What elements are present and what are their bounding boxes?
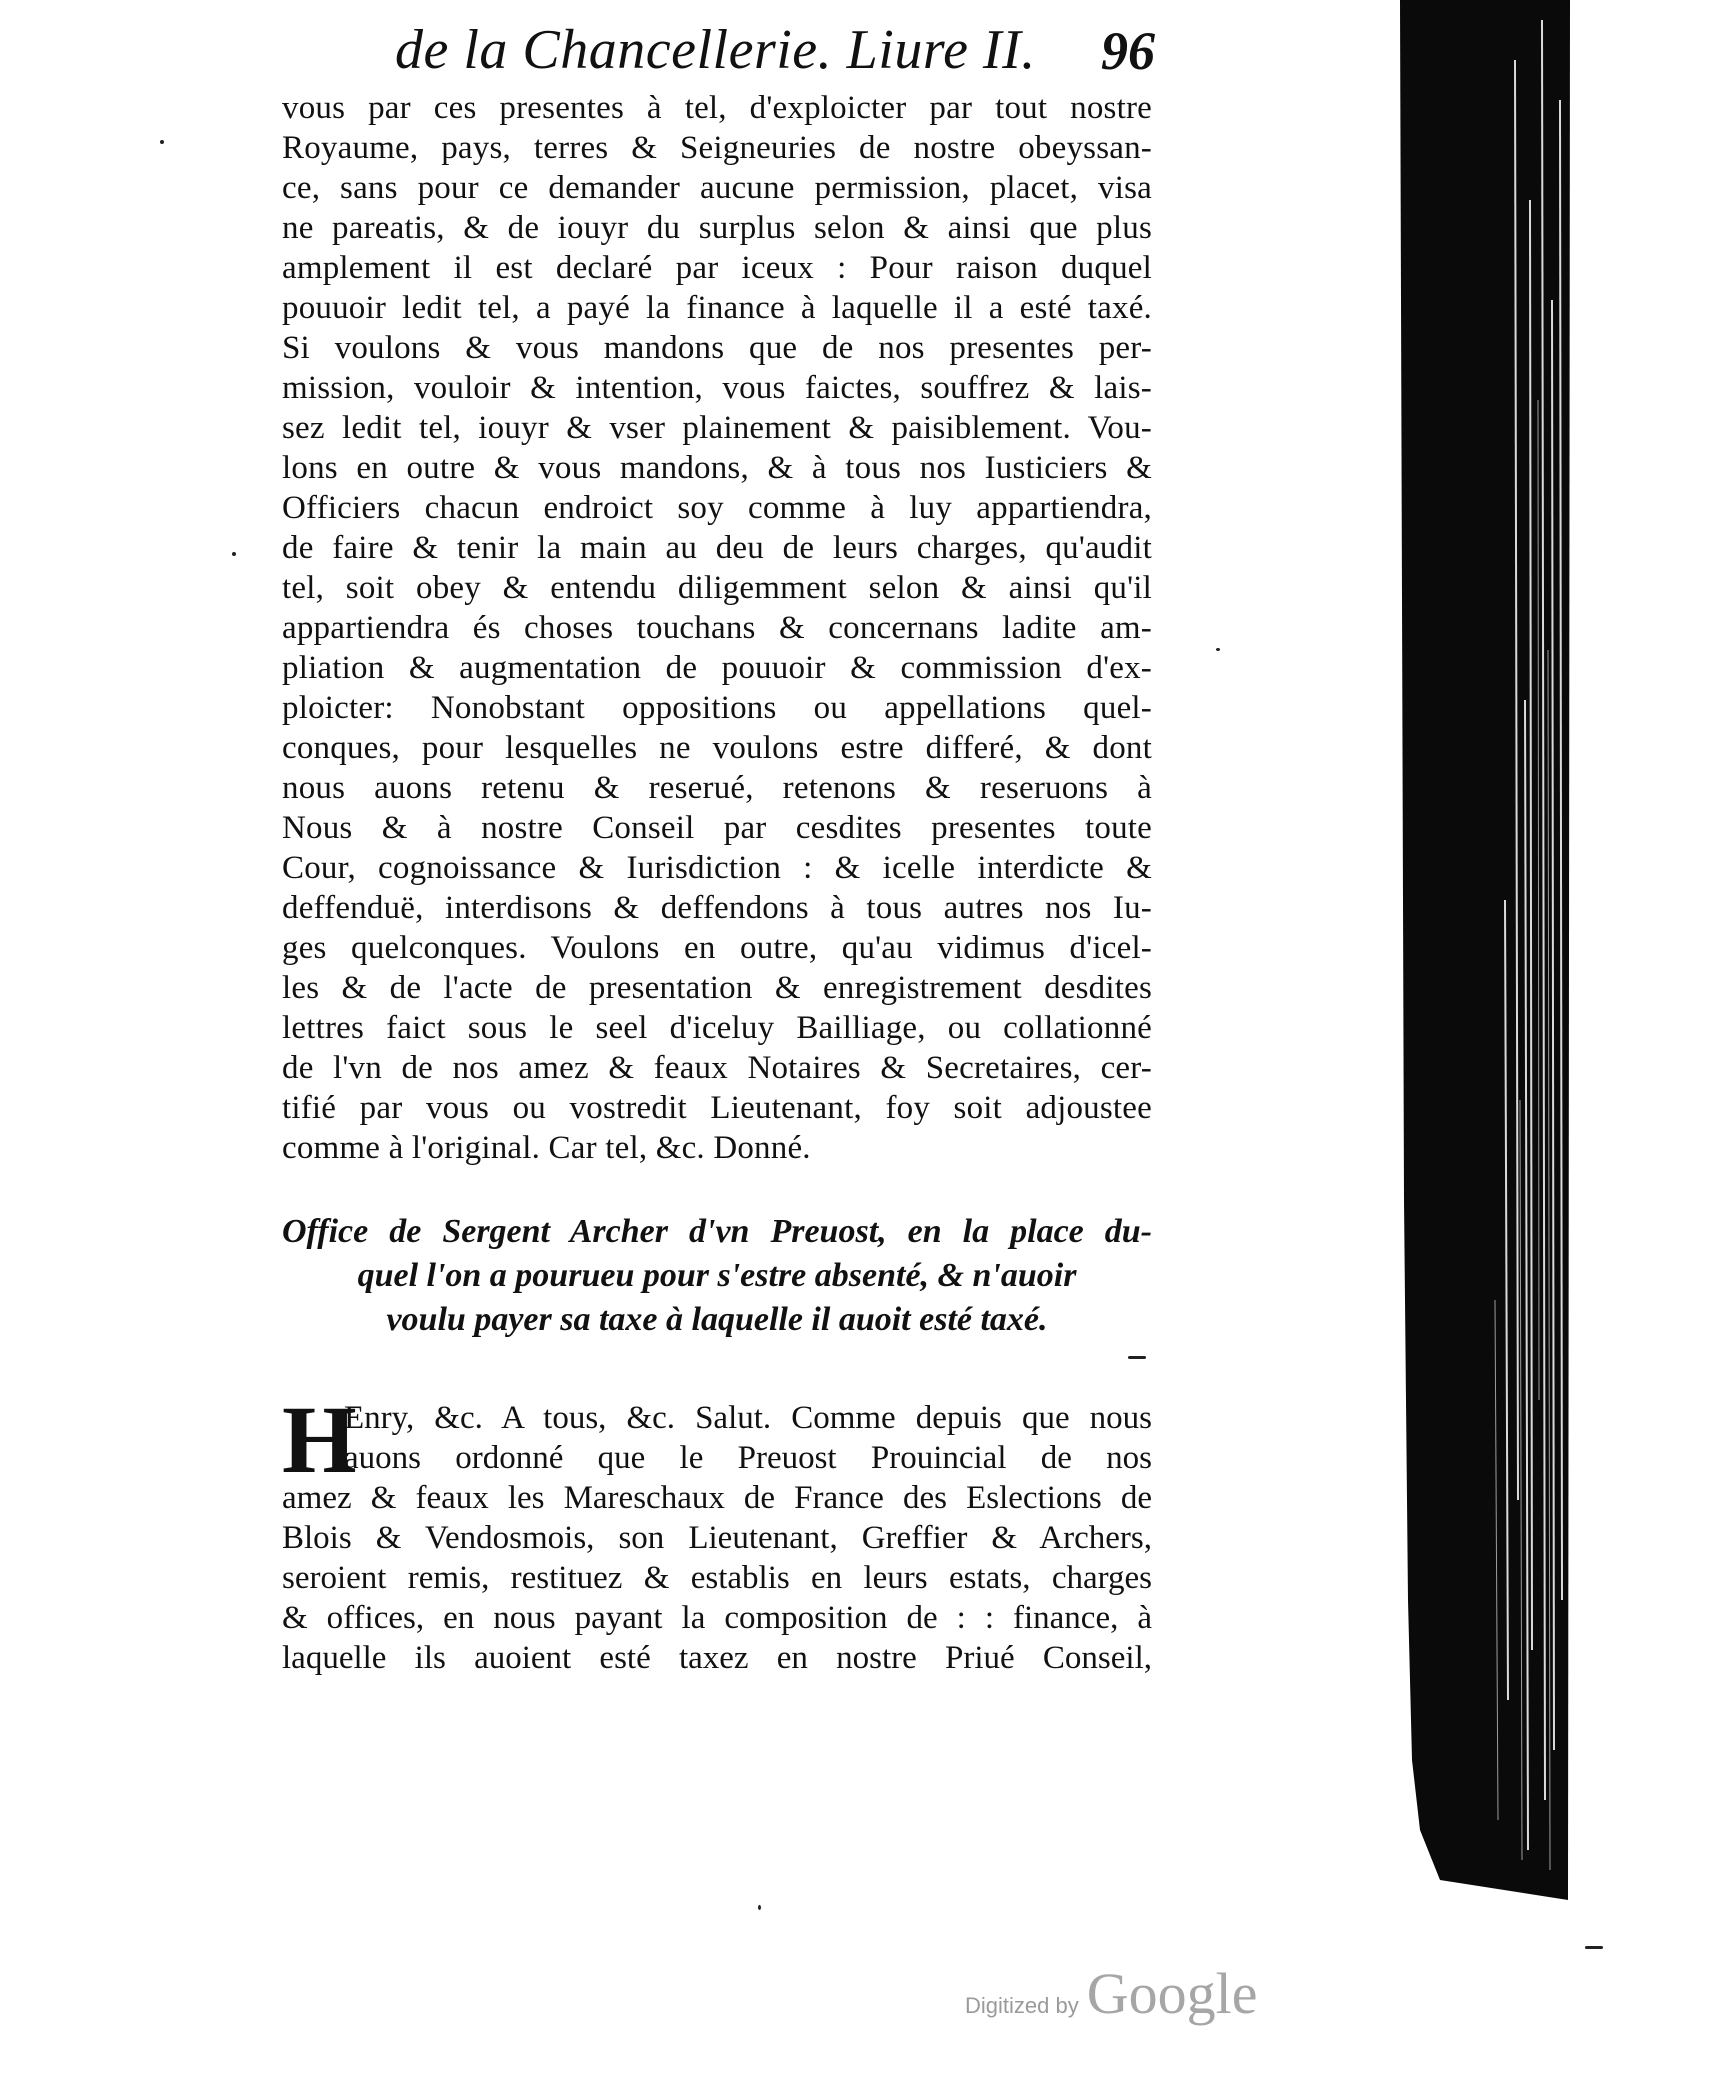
text-line: de faire & tenir la main au deu de leurs charges, qu'audit	[282, 530, 1152, 566]
text-line: pouuoir ledit tel, a payé la finance à laquelle il a esté taxé.	[282, 290, 1152, 326]
text-line: lons en outre & vous mandons, & à tous nos Iusticiers &	[282, 450, 1152, 486]
text-line: vous par ces presentes à tel, d'exploicter par tout nostre	[282, 90, 1152, 126]
text-line: Officiers chacun endroict soy comme à luy appartiendra,	[282, 490, 1152, 526]
text-line: Cour, cognoissance & Iurisdiction : & icelle interdicte &	[282, 850, 1152, 886]
text-line: nous auons retenu & reserué, retenons & reseruons à	[282, 770, 1152, 806]
text-line: tifié par vous ou vostredit Lieutenant, foy soit adjoustee	[282, 1090, 1152, 1126]
text-line: les & de l'acte de presentation & enregistrement desdites	[282, 970, 1152, 1006]
heading-line: Office de Sergent Archer d'vn Preuost, en la place du-	[282, 1213, 1152, 1250]
text-line: comme à l'original. Car tel, &c. Donné.	[282, 1130, 811, 1166]
text-line: sez ledit tel, iouyr & vser plainement & paisiblement. Vou-	[282, 410, 1152, 446]
text-line: appartiendra és choses touchans & concernans ladite am-	[282, 610, 1152, 646]
text-line: Royaume, pays, terres & Seigneuries de nostre obeyssan-	[282, 130, 1152, 166]
section-heading	[282, 1210, 1152, 1342]
digitized-watermark	[965, 1960, 1257, 2027]
text-line: Nous & à nostre Conseil par cesdites presentes toute	[282, 810, 1152, 846]
watermark-brand: Google	[1086, 1961, 1258, 2026]
text-line: Enry, &c. A tous, &c. Salut. Comme depuis que nous	[344, 1400, 1152, 1436]
ink-speck	[232, 552, 236, 556]
ink-speck	[160, 140, 164, 144]
text-line: auons ordonné que le Preuost Prouincial de nos	[344, 1440, 1152, 1476]
text-line: & offices, en nous payant la composition de : : finance, à	[282, 1600, 1152, 1636]
watermark-prefix: Digitized by	[965, 1993, 1079, 2018]
text-line: amplement il est declaré par iceux : Pour raison duquel	[282, 250, 1152, 286]
body-paragraph	[282, 88, 1152, 1168]
text-line: tel, soit obey & entendu diligemment selon & ainsi qu'il	[282, 570, 1152, 606]
text-line: lettres faict sous le seel d'iceluy Bailliage, ou collationné	[282, 1010, 1152, 1046]
ink-speck	[1216, 648, 1220, 651]
running-title: de la Chancellerie. Liure II.	[395, 19, 1036, 81]
text-line: ne pareatis, & de iouyr du surplus selon & ainsi que plus	[282, 210, 1152, 246]
book-fore-edge	[1400, 0, 1600, 1900]
heading-line: voulu payer sa taxe à laquelle il auoit esté taxé.	[386, 1301, 1048, 1338]
text-line: ges quelconques. Voulons en outre, qu'au vidimus d'icel-	[282, 930, 1152, 966]
text-line: deffenduë, interdisons & deffendons à tous autres nos Iu-	[282, 890, 1152, 926]
text-line: pliation & augmentation de pouuoir & commission d'ex-	[282, 650, 1152, 686]
running-header	[395, 18, 1165, 98]
ink-speck	[1585, 1946, 1603, 1949]
drop-cap: H	[282, 1386, 357, 1493]
ink-speck	[1128, 1356, 1146, 1359]
text-line: amez & feaux les Mareschaux de France des Eslections de	[282, 1480, 1152, 1516]
text-line: Si voulons & vous mandons que de nos presentes per-	[282, 330, 1152, 366]
page-number: 96	[1101, 21, 1155, 81]
text-line: Blois & Vendosmois, son Lieutenant, Greffier & Archers,	[282, 1520, 1152, 1556]
text-line: conques, pour lesquelles ne voulons estre differé, & dont	[282, 730, 1152, 766]
ink-speck	[758, 1905, 761, 1910]
text-line: ce, sans pour ce demander aucune permission, placet, visa	[282, 170, 1152, 206]
text-line: de l'vn de nos amez & feaux Notaires & Secretaires, cer-	[282, 1050, 1152, 1086]
text-line: ploicter: Nonobstant oppositions ou appellations quel-	[282, 690, 1152, 726]
heading-line: quel l'on a pourueu pour s'estre absenté, & n'auoir	[357, 1257, 1077, 1294]
text-line: seroient remis, restituez & establis en leurs estats, charges	[282, 1560, 1152, 1596]
text-line: laquelle ils auoient esté taxez en nostre Priué Conseil,	[282, 1640, 1152, 1676]
text-line: mission, vouloir & intention, vous faictes, souffrez & lais-	[282, 370, 1152, 406]
second-paragraph	[282, 1386, 1152, 1678]
